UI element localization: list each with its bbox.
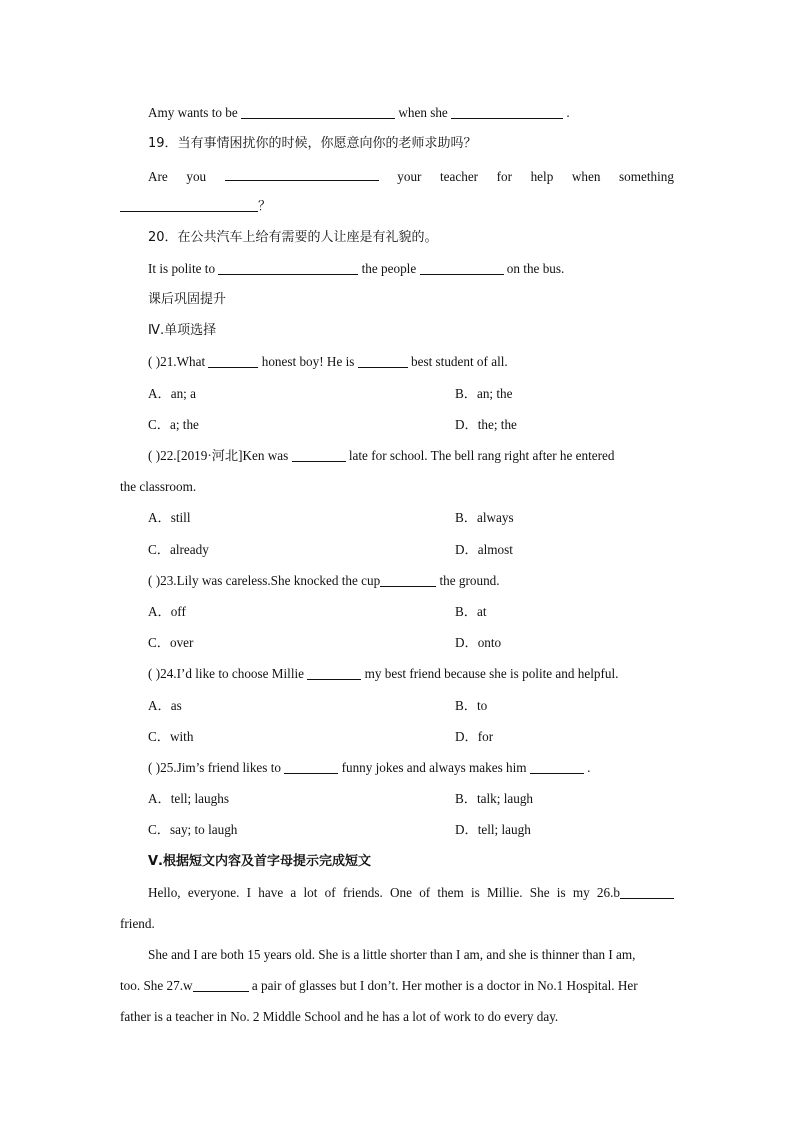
option-24-b[interactable]: B．to: [455, 698, 488, 713]
option-21-c[interactable]: C．a; the: [148, 417, 199, 432]
option-24-c[interactable]: C．with: [148, 729, 194, 744]
option-25-a[interactable]: A．tell; laughs: [148, 791, 229, 806]
passage-line-5: father is a teacher in No. 2 Middle School and he has a lot of work to do every day.: [120, 1009, 559, 1024]
answer-blank[interactable]: [218, 262, 358, 275]
option-21-d[interactable]: D．the; the: [455, 417, 517, 432]
question-22: ( )22.[2019·河北]Ken was late for school. The bell rang right after he entered: [148, 448, 615, 463]
option-24-a[interactable]: A．as: [148, 698, 182, 713]
answer-blank[interactable]: [380, 574, 436, 587]
passage-line-1: Hello, everyone. I have a lot of friends. One of them is Millie. She is my 26.b: [148, 886, 674, 899]
option-21-b[interactable]: B．an; the: [455, 386, 513, 401]
answer-blank[interactable]: [358, 355, 408, 368]
passage-line-4: too. She 27.w a pair of glasses but I don’t. Her mother is a doctor in No.1 Hospital. Her: [120, 978, 638, 993]
answer-blank[interactable]: [208, 355, 258, 368]
question-22-cont: the classroom.: [120, 479, 197, 494]
option-22-c[interactable]: C．already: [148, 542, 209, 557]
option-22-b[interactable]: B．always: [455, 510, 514, 525]
answer-blank[interactable]: [620, 886, 674, 899]
section-heading-after: 课后巩固提升: [148, 292, 227, 307]
question-24: ( )24.I’d like to choose Millie my best friend because she is polite and helpful.: [148, 666, 619, 681]
option-25-d[interactable]: D．tell; laugh: [455, 822, 531, 837]
section-heading-iv: Ⅳ.单项选择: [148, 323, 217, 338]
question-23: ( )23.Lily was careless.She knocked the cup the ground.: [148, 573, 500, 588]
answer-blank[interactable]: [307, 667, 361, 680]
option-25-c[interactable]: C．say; to laugh: [148, 822, 238, 837]
answer-blank[interactable]: [420, 262, 504, 275]
answer-blank[interactable]: [451, 106, 563, 119]
q19-line2: ？: [120, 199, 674, 213]
passage-line-2: friend.: [120, 916, 155, 931]
answer-blank[interactable]: [241, 106, 395, 119]
q20-line: It is polite to the people on the bus.: [148, 261, 565, 276]
section-heading-v: Ⅴ.根据短文内容及首字母提示完成短文: [148, 854, 371, 869]
option-21-a[interactable]: A．an; a: [148, 386, 196, 401]
option-23-a[interactable]: A．off: [148, 604, 186, 619]
answer-blank[interactable]: [120, 199, 258, 212]
option-22-a[interactable]: A．still: [148, 510, 191, 525]
q19-prompt: 19．当有事情困扰你的时候，你愿意向你的老师求助吗？: [148, 136, 477, 151]
passage-line-3: She and I are both 15 years old. She is a little shorter than I am, and she is thinner than I am,: [148, 947, 636, 962]
question-21: ( )21.What honest boy! He is best student of all.: [148, 354, 508, 369]
answer-blank[interactable]: [530, 761, 584, 774]
answer-blank[interactable]: [284, 761, 338, 774]
answer-blank[interactable]: [193, 979, 249, 992]
option-23-c[interactable]: C．over: [148, 635, 194, 650]
question-25: ( )25.Jim’s friend likes to funny jokes and always makes him .: [148, 760, 591, 775]
answer-blank[interactable]: [292, 449, 346, 462]
option-24-d[interactable]: D．for: [455, 729, 494, 744]
answer-blank[interactable]: [225, 168, 379, 181]
option-23-b[interactable]: B．at: [455, 604, 487, 619]
option-23-d[interactable]: D．onto: [455, 635, 502, 650]
q20-prompt: 20．在公共汽车上给有需要的人让座是有礼貌的。: [148, 230, 438, 245]
option-22-d[interactable]: D．almost: [455, 542, 513, 557]
q18-line: Amy wants to be when she .: [148, 105, 570, 120]
q19-line: Are you your teacher for help when something: [148, 169, 674, 184]
option-25-b[interactable]: B．talk; laugh: [455, 791, 534, 806]
